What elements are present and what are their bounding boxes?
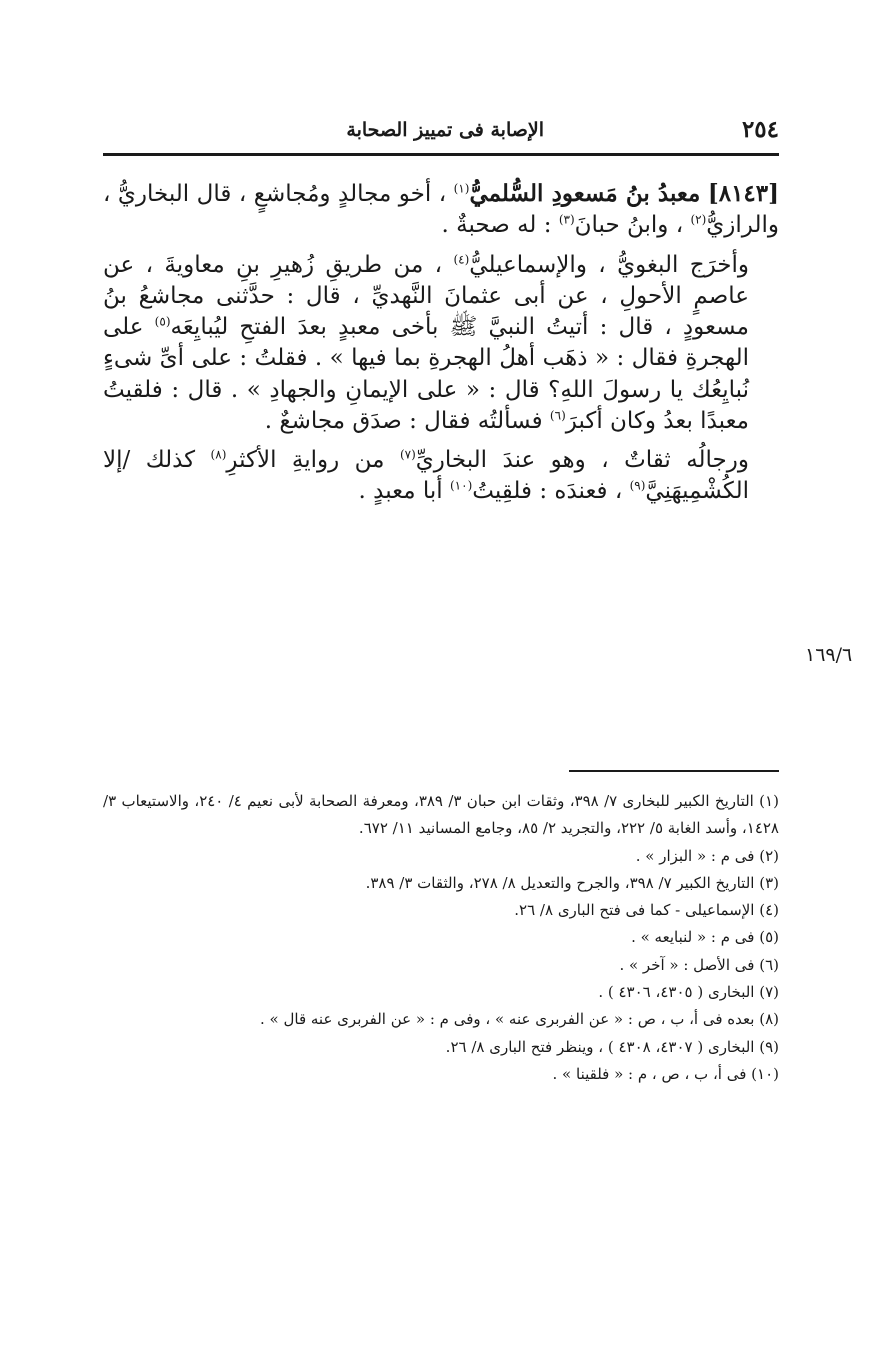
- footnote-7: (٧) البخارى ( ٤٣٠٥، ٤٣٠٦ ) .: [598, 983, 779, 1002]
- footnote-ref: (١): [453, 181, 470, 196]
- running-header: [103, 112, 779, 148]
- entry-number: [٨١٤٣]: [707, 180, 780, 207]
- footnotes: [103, 788, 779, 1088]
- text-run: على الهجرةِ فقال : « ذهَب أهلُ الهجرةِ بما فيها » . فقلتُ : على أىِّ شىءٍ نُبايِعُك يا رسولَ اللهِ؟ قال : « على الإيمانِ والجهادِ » . قال : فلقيتُ معبدًا بعدُ وكان أكبرَ: [103, 314, 749, 434]
- footnote-separator: [569, 770, 779, 772]
- footnote-ref: (٣): [558, 212, 575, 227]
- footnote-5: (٥) فى م : « لنبايعه » .: [631, 928, 779, 947]
- footnote-2: (٢) فى م : « البزار » .: [635, 846, 779, 865]
- page-number: ٢٥٤: [741, 116, 779, 143]
- footnote-ref: (٤): [453, 251, 470, 266]
- footnote-ref: (٦): [549, 408, 566, 423]
- main-text: [103, 178, 779, 516]
- text-run: كذلك /إلا الكُشْمِيهَنِيَّ: [103, 447, 749, 505]
- header-rule: [103, 153, 779, 156]
- footnote-ref: (١٠): [449, 478, 473, 493]
- margin-volume-page-note: ١٦٩/٦: [805, 644, 853, 666]
- footnote-10: (١٠) فى أ، ب ، ص ، م : « فلقينا » .: [552, 1064, 779, 1083]
- text-run: فسألتُه فقال : صدَق مجاشعٌ .: [264, 407, 543, 434]
- text-run: ، من طريقِ زُهيرِ بنِ معاويةَ ، عن عاصمٍ الأحولِ ، عن أبى عثمانَ النَّهديِّ ، قال : حدَّثنى مجاشعُ بنُ مسعودٍ ، قال : أتيتُ النبيَّ ﷺ بأخى معبدٍ بعدَ الفتحِ ليُبايِعَه: [103, 251, 749, 341]
- footnote-ref: (٥): [154, 314, 171, 329]
- text-run: أبا معبدٍ .: [358, 478, 443, 505]
- text-run: ، فعندَه : فلقِيتُ: [472, 478, 623, 505]
- footnote-4: (٤) الإسماعيلى - كما فى فتح البارى ٨/ ٢٦.: [514, 901, 779, 920]
- text-run: وأخرَج البغويُّ ، والإسماعيليُّ: [469, 251, 750, 278]
- footnote-9: (٩) البخارى ( ٤٣٠٧، ٤٣٠٨ ) ، وينظر فتح البارى ٨/ ٢٦.: [445, 1037, 779, 1056]
- text-run: ورجالُه ثقاتٌ ، وهو عندَ البخاريِّ: [415, 447, 749, 474]
- commentary-paragraph: [103, 445, 779, 508]
- text-run: ، أخو مجالدٍ ومُجاشعٍ ، قال البخاريُّ ، والرازيُّ: [103, 181, 779, 239]
- footnote-ref: (٢): [690, 212, 707, 227]
- footnote-8: (٨) بعده فى أ، ب ، ص : « عن الفربرى عنه » ، وفى م : « عن الفربرى عنه قال » .: [260, 1010, 779, 1029]
- entry-name: معبدُ بنُ مَسعودِ السُّلميُّ: [469, 180, 701, 207]
- footnote-1: (١) التاريخ الكبير للبخارى ٧/ ٣٩٨، وثقات ابن حبان ٣/ ٣٨٩، ومعرفة الصحابة لأبى نعيم ٤/ ٢٤٠، والاستيعاب ٣/ ١٤٢٨، وأسد الغابة ٥/ ٢٢٢، والتجريد ٢/ ٨٥، وجامع المسانيد ١١/ ٦٧٢.: [103, 792, 779, 838]
- text-run: : له صحبةٌ .: [441, 212, 552, 239]
- entry-paragraph: [103, 178, 779, 242]
- footnote-6: (٦) فى الأصل : « آخر » .: [619, 955, 779, 974]
- footnote-ref: (٨): [210, 447, 227, 462]
- text-run: من روايةِ الأكثرِ: [226, 447, 385, 474]
- footnote-3: (٣) التاريخ الكبير ٧/ ٣٩٨، والجرح والتعديل ٨/ ٢٧٨، والثقات ٣/ ٣٨٩.: [365, 873, 779, 892]
- text-run: ، وابنُ حبانَ: [574, 212, 684, 239]
- hadith-paragraph: [103, 250, 779, 438]
- footnote-ref: (٩): [629, 478, 646, 493]
- footnote-ref: (٧): [399, 447, 416, 462]
- book-title: الإصابة فى تمييز الصحابة: [346, 119, 544, 141]
